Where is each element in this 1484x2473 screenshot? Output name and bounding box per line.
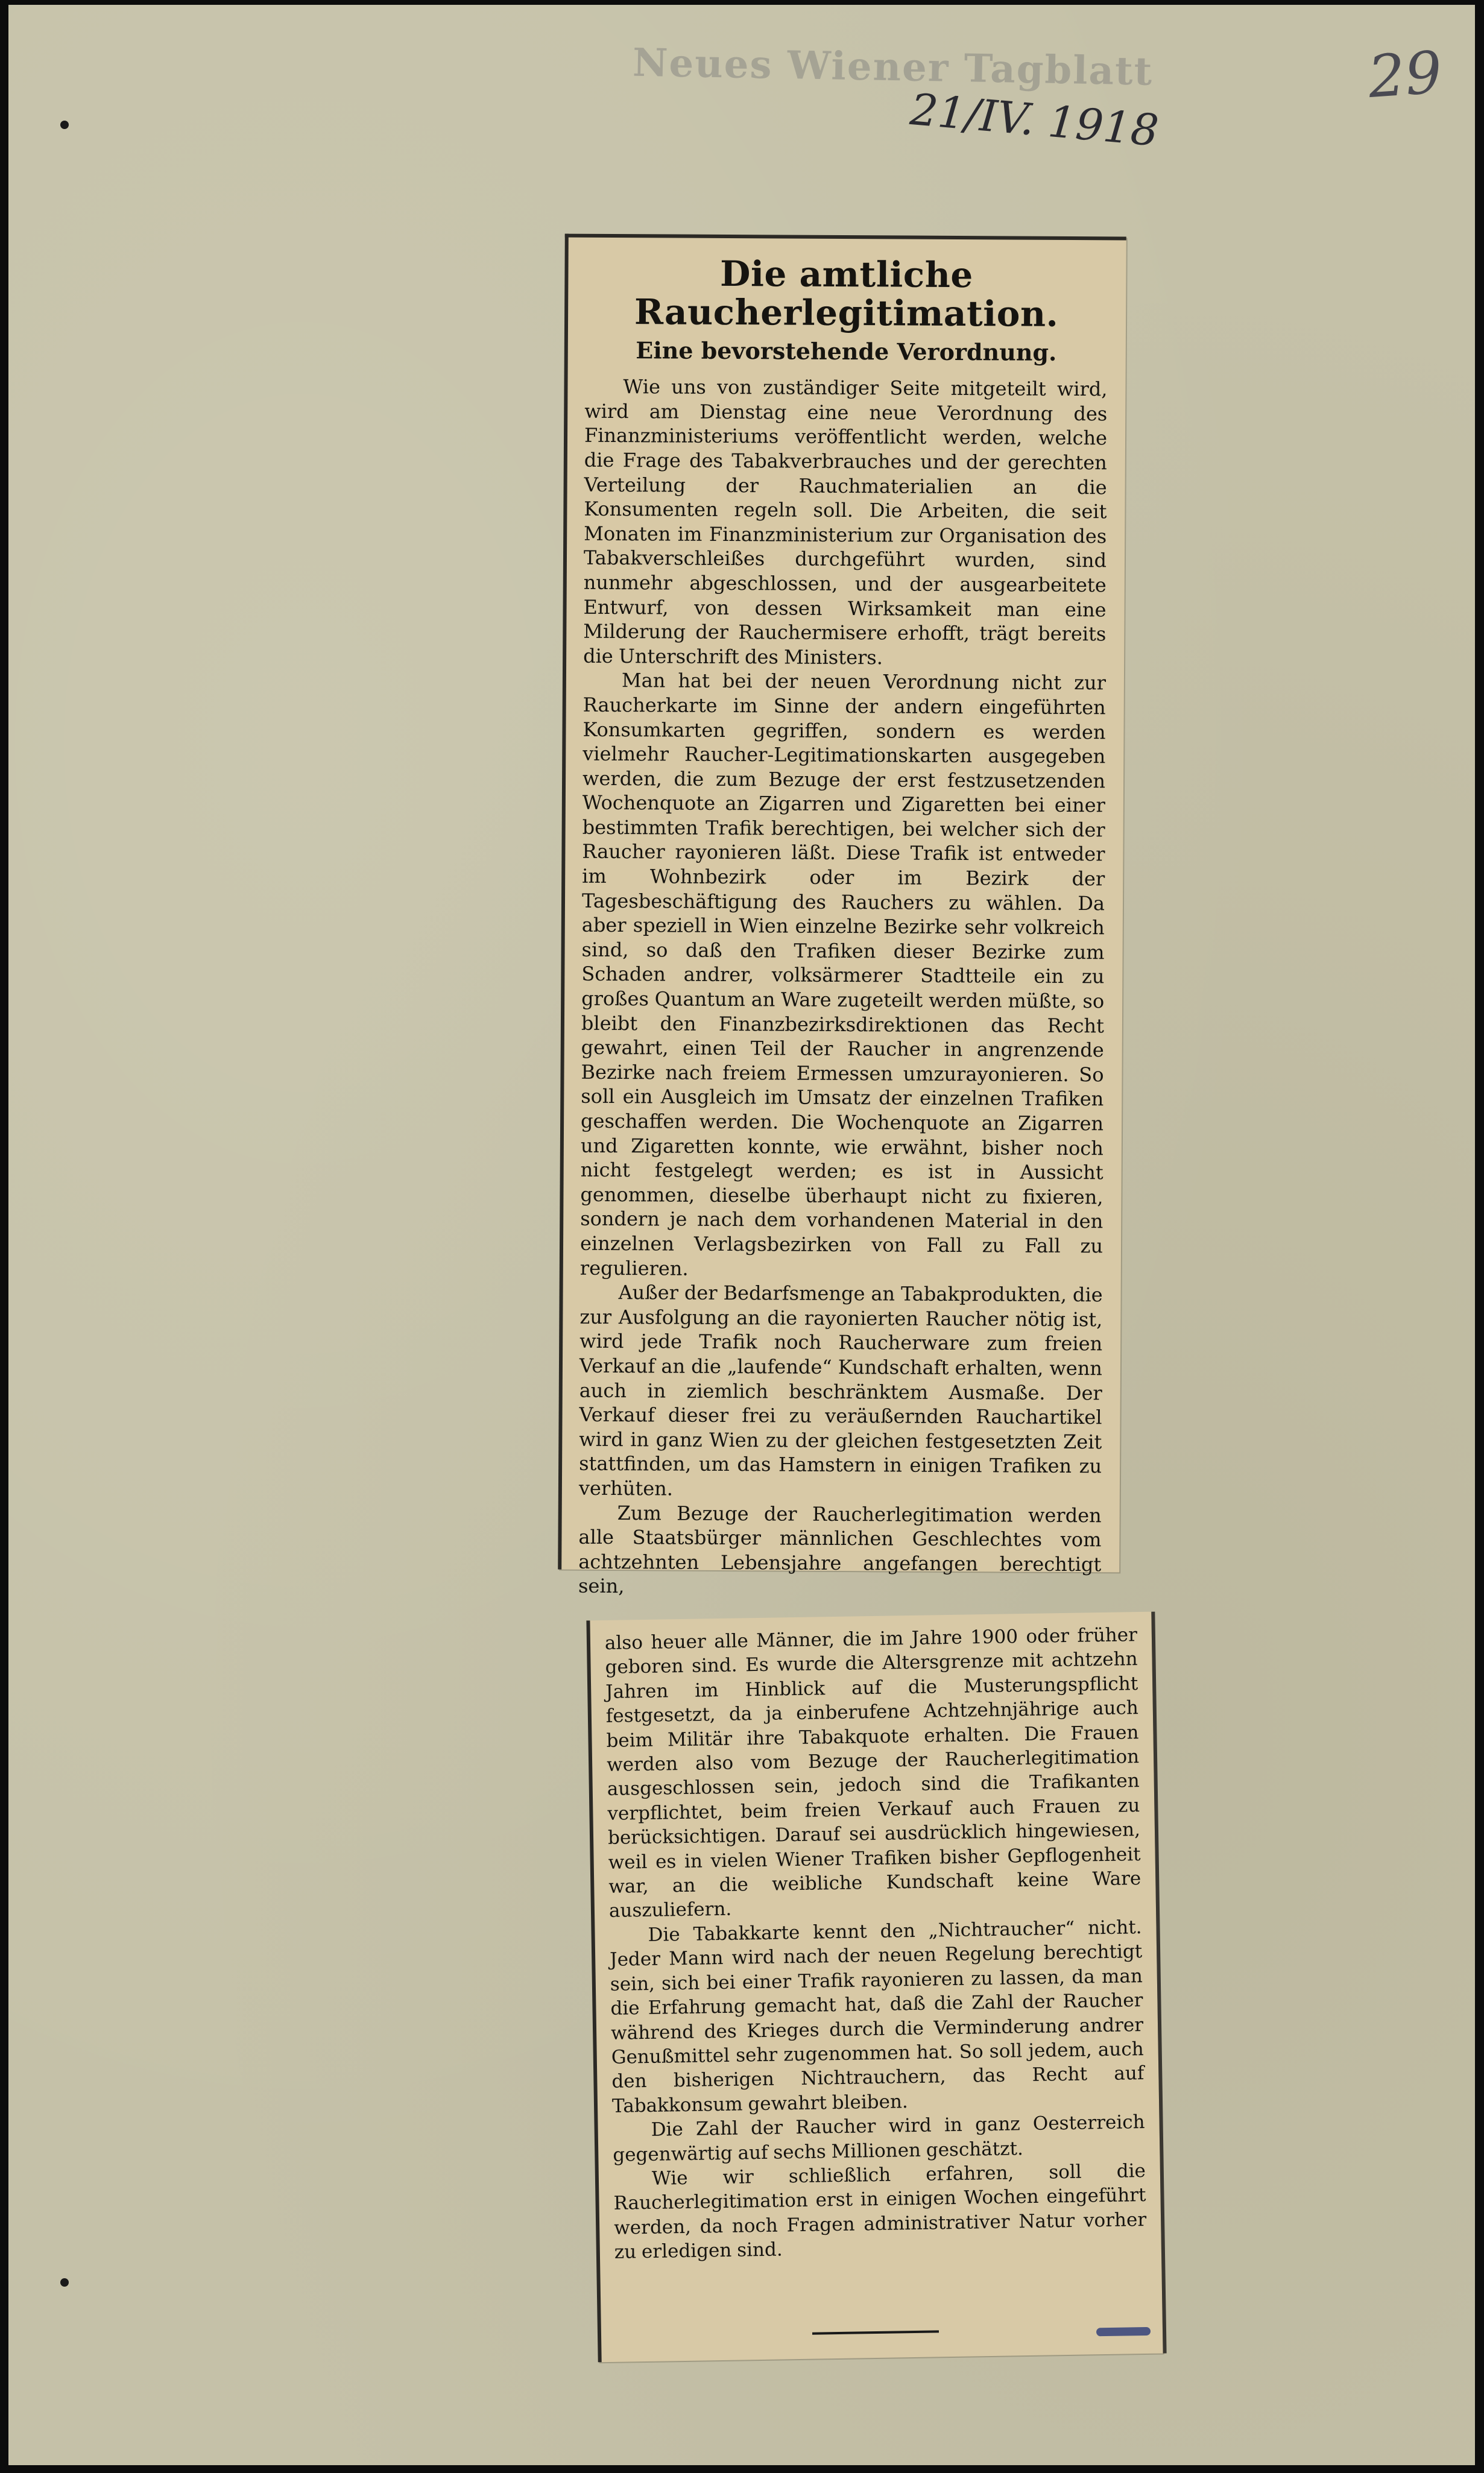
article-end-rule: [812, 2330, 939, 2334]
article-paragraph: also heuer alle Männer, die im Jahre 1900 oder früher geboren sind. Es wurde die Altersgrenze mit achtzehn Jahren im Hinblick auf die Musterungspflicht festgesetzt, da ja einberufene Achtzehnjährige auch beim Militär ihre Tabakquote erhalten. Die Frauen werden also vom Bezuge der Raucherlegitimation ausgeschlossen sein, jedoch sind die Trafikanten verpflichtet, beim freien Verkauf auch Frauen zu berücksichtigen. Darauf sei ausdrücklich hingewiesen, weil es in vielen Wiener Trafiken bisher Gepflogenheit war, an die weibliche Kundschaft keine Ware auszuliefern.: [604, 1624, 1141, 1922]
article-paragraph: Zum Bezuge der Raucherlegitimation werden alle Staatsbürger männlichen Geschlechtes vom achtzehnten Lebensjahre angefangen berechtigt sein,: [578, 1501, 1102, 1598]
archive-sheet: [8, 5, 1475, 2465]
newspaper-clipping-part-1: [558, 234, 1126, 1598]
article-paragraph: Wie uns von zuständiger Seite mitgeteilt wird, wird am Dienstag eine neue Verordnung des Finanzministeriums veröffentlicht werden, welche die Frage des Tabakverbrauches und der gerechten Verteilung der Rauchmaterialien an die Konsumenten regeln soll. Die Arbeiten, die seit Monaten im Finanzministerium zur Organisation des Tabakverschleißes durchgeführt wurden, sind nunmehr abgeschlossen, und der ausgearbeitete Entwurf, von dessen Wirksamkeit man eine Milderung der Rauchermisere erhofft, trägt bereits die Unterschrift des Ministers.: [583, 375, 1108, 669]
punch-hole-mark-bottom: [60, 2278, 69, 2287]
punch-hole-mark-top: [60, 121, 69, 129]
newspaper-clipping-part-2: [586, 1612, 1163, 2363]
blue-ink-mark: [1096, 2327, 1151, 2336]
article-paragraph: Wie wir schließlich erfahren, soll die Raucherlegitimation erst in einigen Wochen eingeführt werden, da noch Fragen administrativer Natur vorher zu erledigen sind.: [613, 2159, 1147, 2263]
article-subheadline: Eine bevorstehende Verordnung.: [636, 336, 1057, 366]
article-headline: Die amtliche Raucherlegitimation.: [634, 253, 1059, 335]
newspaper-source-stamp: Neues Wiener Tagblatt: [632, 40, 1154, 95]
article-paragraph: Die Zahl der Raucher wird in ganz Oesterreich gegenwärtig auf sechs Millionen geschätzt.: [613, 2111, 1145, 2166]
article-paragraph: Man hat bei der neuen Verordnung nicht zur Raucherkarte im Sinne der andern eingeführten Konsumkarten gegriffen, sondern es werden vielmehr Raucher-Legitimationskarten ausgegeben werden, die zum Bezuge der erst festzusetzenden Wochenquote an Zigarren und Zigaretten bei einer bestimmten Trafik berechtigen, bei welcher sich der Raucher rayonieren läßt. Diese Trafik ist entweder im Wohnbezirk oder im Bezirk der Tagesbeschäftigung des Rauchers zu wählen. Da aber speziell in Wien einzelne Bezirke sehr volkreich sind, so daß den Trafiken dieser Bezirke zum Schaden andrer, volksärmerer Stadtteile ein zu großes Quantum an Ware zugeteilt werden müßte, so bleibt den Finanzbezirksdirektionen das Recht gewahrt, einen Teil der Raucher in angrenzende Bezirke nach freiem Ermessen umzurayonieren. So soll ein Ausgleich im Umsatz der einzelnen Trafiken geschaffen werden. Die Wochenquote an Zigarren und Zigaretten konnte, wie erwähnt, bisher noch nicht festgelegt werden; es ist in Aussicht genommen, dieselbe überhaupt nicht zu fixieren, sondern je nach dem vorhandenen Material in den einzelnen Verlagsbezirken von Fall zu Fall zu regulieren.: [579, 669, 1107, 1280]
article-paragraph: Außer der Bedarfsmenge an Tabakprodukten, die zur Ausfolgung an die rayonierten Raucher nötig ist, wird jede Trafik noch Raucherware zum freien Verkauf an die „laufende“ Kundschaft erhalten, wenn auch in ziemlich beschränktem Ausmaße. Der Verkauf dieser frei zu veräußernden Rauchartikel wird in ganz Wien zu der gleichen festgesetzten Zeit stattfinden, um das Hamstern in einigen Trafiken zu verhüten.: [578, 1281, 1103, 1500]
handwritten-page-number: 29: [1366, 38, 1444, 112]
handwritten-date: 21/IV. 1918: [908, 83, 1161, 156]
article-paragraph: Die Tabakkarte kennt den „Nichtraucher“ nicht. Jeder Mann wird nach der neuen Regelung berechtigt sein, sich bei einer Trafik rayonieren zu lassen, da man die Erfahrung gemacht hat, daß die Zahl der Raucher während des Krieges durch die Verminderung andrer Genußmittel sehr zugenommen hat. So soll jedem, auch den bisherigen Nichtrauchern, das Recht auf Tabakkonsum gewahrt bleiben.: [609, 1916, 1145, 2117]
